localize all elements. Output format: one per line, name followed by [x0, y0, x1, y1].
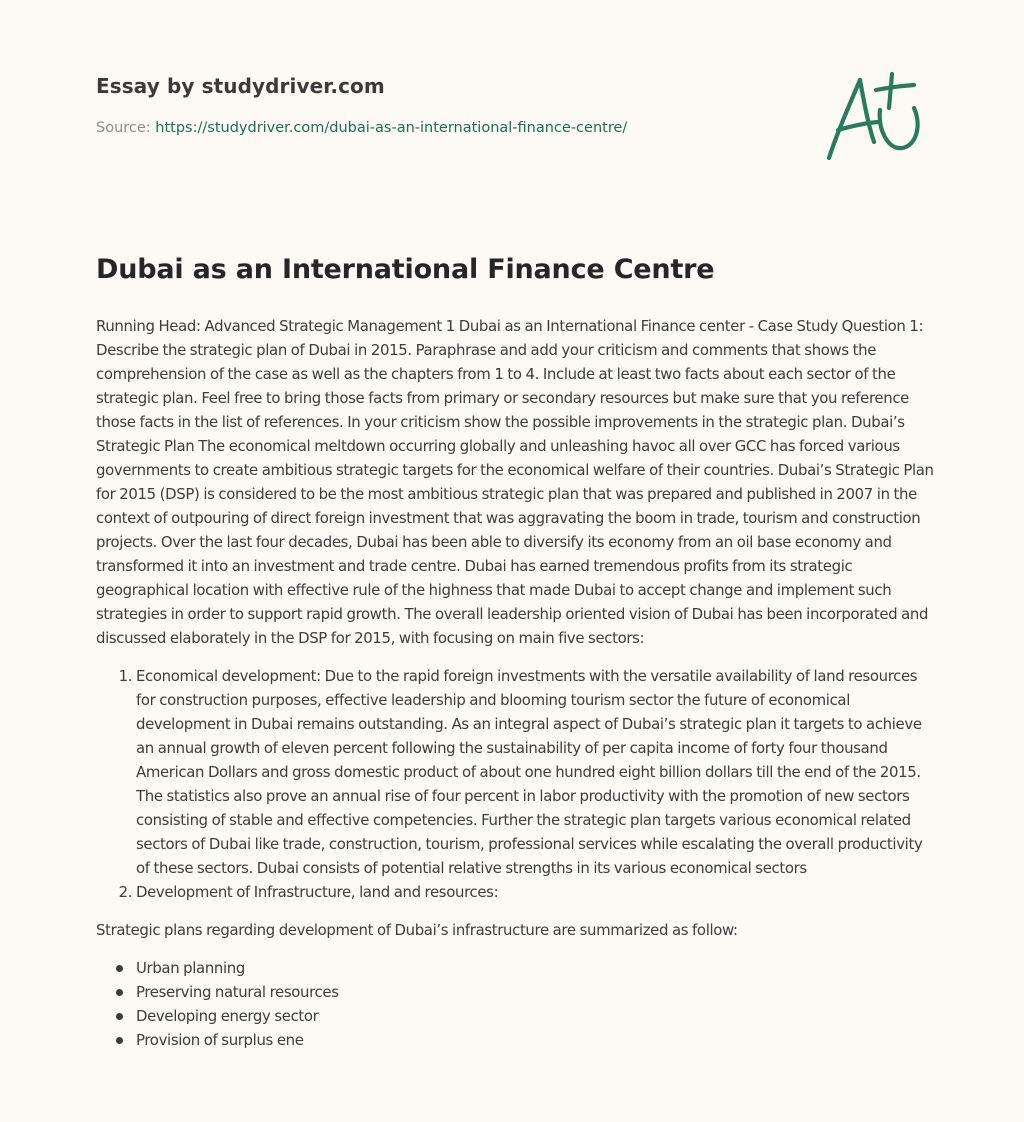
source-line [96, 120, 796, 136]
list-item-text: Preserving natural resources [136, 983, 339, 1001]
infrastructure-intro: Strategic plans regarding development of Dubai’s infrastructure are summarized as follow: [96, 921, 738, 939]
bullet-dot-icon [116, 989, 123, 996]
bullet-dot-icon [116, 1013, 123, 1020]
list-item [136, 1028, 934, 1052]
list-item [136, 980, 934, 1004]
document-title: Dubai as an International Finance Centre [96, 254, 715, 285]
source-label: Source: [96, 120, 156, 136]
numbered-item-infrastructure: 2. Development of Infrastructure, land and resources: [136, 880, 934, 904]
bullet-dot-icon [116, 1037, 123, 1044]
source-link[interactable]: https://studydriver.com/dubai-as-an-international-finance-centre/ [155, 120, 628, 136]
list-item [136, 1004, 934, 1028]
list-item-text: Developing energy sector [136, 1007, 319, 1025]
intro-paragraph: Running Head: Advanced Strategic Management 1 Dubai as an International Finance center - Case Study Question 1: Describe the strategic plan of Dubai in 2015. Paraphrase and add your criticism and comments that shows the comprehension of the case as well as the chapters from 1 to 4. Include at least two facts about each sector of the strategic plan. Feel free to bring those facts from primary or secondary resources but make sure that you reference those facts in the list of references. In your criticism show the possible improvements in the strategic plan. Dubai’s Strategic Plan The economical meltdown occurring globally and unleashing havoc all over GCC has forced various governments to create ambitious strategic targets for the economical welfare of their countries. Dubai’s Strategic Plan for 2015 (DSP) is considered to be the most ambitious strategic plan that was prepared and published in 2007 in the context of outpouring of direct foreign investment that was aggravating the boom in trade, tourism and construction projects. Over the last four decades, Dubai has been able to diversify its economy from an oil base economy and transformed it into an investment and trade centre. Dubai has earned tremendous profits from its strategic geographical location with effective rule of the highness that made Dubai to accept change and implement such strategies in order to support rapid growth. The overall leadership oriented vision of Dubai has been incorporated and discussed elaborately in the DSP for 2015, with focusing on main five sectors: [96, 317, 934, 647]
bullet-dot-icon [116, 965, 123, 972]
essay-header [96, 74, 796, 136]
list-item-text: Urban planning [136, 959, 245, 977]
numbered-item-economical-development: 1. Economical development: Due to the rapid foreign investments with the versatile availability of land resources for construction purposes, effective leadership and blooming tourism sector the future of economical development in Dubai remains outstanding. As an integral aspect of Dubai’s strategic plan it targets to achieve an annual growth of eleven percent following the sustainability of per capita income of forty four thousand American Dollars and gross domestic product of about one hundred eight billion dollars till the end of the 2015. The statistics also prove an annual rise of four percent in labor productivity with the promotion of new sectors consisting of stable and effective competencies. Further the strategic plan targets various economical related sectors of Dubai like trade, construction, tourism, professional services while escalating the overall productivity of these sectors. Dubai consists of potential relative strengths in its various economical sectors [136, 664, 934, 880]
list-item-text: Provision of surplus ene [136, 1031, 304, 1049]
site-title: Essay by studydriver.com [96, 74, 385, 98]
essay-body [96, 314, 934, 1052]
numbered-list [96, 664, 934, 904]
a-plus-logo-icon [822, 68, 928, 164]
bullet-list [96, 956, 934, 1052]
list-item [136, 956, 934, 980]
